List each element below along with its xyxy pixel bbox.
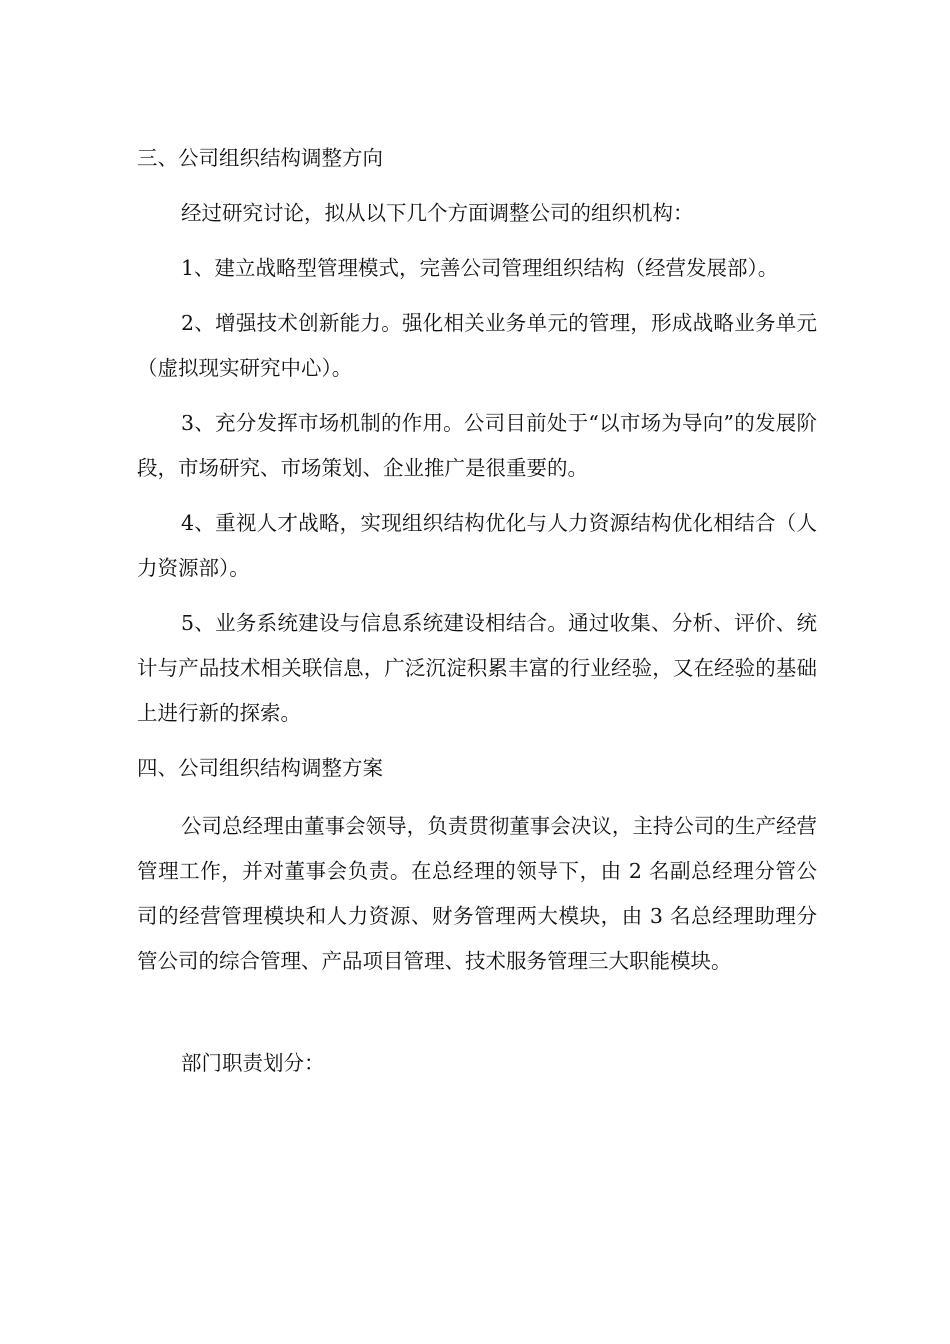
list-item-4: 4、重视人才战略，实现组织结构优化与人力资源结构优化相结合（人力资源部）。 (137, 511, 817, 580)
department-duties-subheading: 部门职责划分： (181, 1051, 325, 1075)
list-item-1: 1、建立战略型管理模式，完善公司管理组织结构（经营发展部）。 (181, 256, 779, 280)
list-item-2: 2、增强技术创新能力。强化相关业务单元的管理，形成战略业务单元（虚拟现实研究中心）。 (137, 311, 817, 380)
section-4-body: 公司总经理由董事会领导，负责贯彻董事会决议，主持公司的生产经营管理工作，并对董事会负责。在总经理的领导下，由 2 名副总经理分管公司的经营管理模块和人力资源、财务管理两大模块，由 3 名总经理助理分管公司的综合管理、产品项目管理、技术服务管理三大职能模块。 (137, 814, 817, 973)
section-3-intro: 经过研究讨论，拟从以下几个方面调整公司的组织机构： (181, 201, 694, 225)
list-item-3: 3、充分发挥市场机制的作用。公司目前处于“以市场为导向”的发展阶段，市场研究、市场策划、企业推广是很重要的。 (137, 411, 817, 480)
section-4-heading: 四、公司组织结构调整方案 (137, 756, 383, 780)
list-item-5: 5、业务系统建设与信息系统建设相结合。通过收集、分析、评价、统计与产品技术相关联信息，广泛沉淀积累丰富的行业经验，又在经验的基础上进行新的探索。 (137, 611, 817, 725)
section-3-heading: 三、公司组织结构调整方向 (137, 146, 383, 170)
document-body (137, 136, 817, 1086)
